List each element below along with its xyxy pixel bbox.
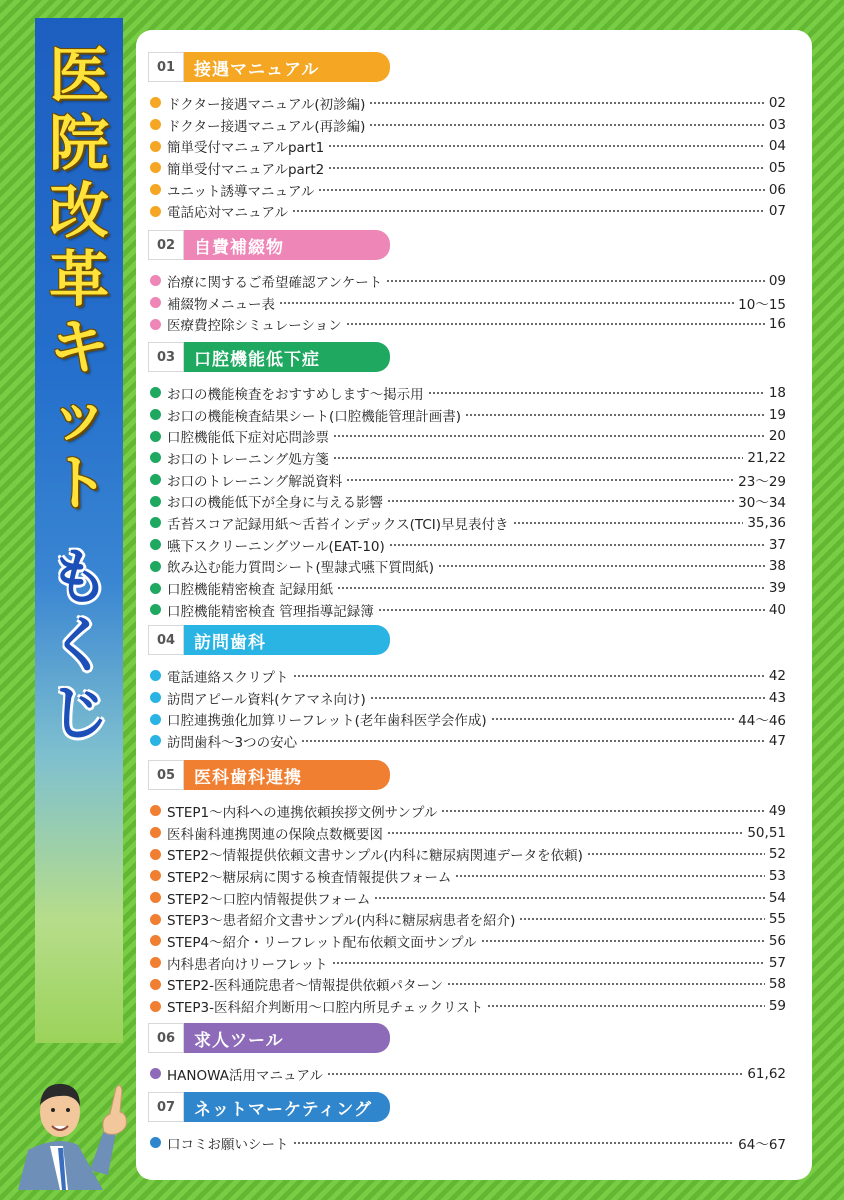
dot-leader xyxy=(301,740,765,742)
mokuji-char: じ xyxy=(49,679,109,749)
dot-leader xyxy=(346,323,765,325)
toc-item-label: STEP3〜患者紹介文書サンプル(内科に糖尿病患者を紹介) xyxy=(167,913,516,930)
section-number: 03 xyxy=(148,342,184,372)
title-char: ト xyxy=(49,449,109,519)
toc-item xyxy=(150,730,786,752)
toc-item xyxy=(150,599,786,621)
section-header xyxy=(148,760,390,790)
toc-item xyxy=(150,865,786,887)
toc-item-page: 43 xyxy=(768,689,786,706)
toc-item-page: 38 xyxy=(768,558,786,575)
toc-section xyxy=(136,52,812,222)
bullet-dot-icon xyxy=(150,957,161,968)
toc-item-page: 58 xyxy=(768,976,786,993)
side-title xyxy=(35,42,123,748)
bullet-dot-icon xyxy=(150,97,161,108)
bullet-dot-icon xyxy=(150,714,161,725)
section-title: 口腔機能低下症 xyxy=(194,349,320,370)
toc-item-label: 補綴物メニュー表 xyxy=(167,296,275,313)
toc-item-page: 02 xyxy=(768,94,786,111)
toc-item-label: 電話応対マニュアル xyxy=(167,205,288,222)
toc-item-page: 04 xyxy=(768,138,786,155)
dot-leader xyxy=(318,189,764,191)
toc-item-page: 44〜46 xyxy=(738,713,786,730)
toc-item-list xyxy=(150,270,786,335)
toc-item xyxy=(150,114,786,136)
toc-item xyxy=(150,490,786,512)
section-number: 06 xyxy=(148,1023,184,1053)
toc-item-label: STEP4〜紹介・リーフレット配布依頼文面サンプル xyxy=(167,934,477,951)
toc-item xyxy=(150,1063,786,1085)
toc-item-page: 52 xyxy=(768,846,786,863)
dot-leader xyxy=(328,145,765,147)
toc-item-label: STEP2〜口腔内情報提供フォーム xyxy=(167,891,371,908)
toc-item xyxy=(150,92,786,114)
toc-item-label: 内科患者向けリーフレット xyxy=(167,956,328,973)
toc-item xyxy=(150,974,786,996)
dot-leader xyxy=(327,1073,743,1075)
section-title: 接遇マニュアル xyxy=(194,59,320,80)
dot-leader xyxy=(519,918,764,920)
section-number: 04 xyxy=(148,625,184,655)
bullet-dot-icon xyxy=(150,1068,161,1079)
toc-item-label: 口腔機能精密検査 管理指導記録簿 xyxy=(167,603,374,620)
toc-item xyxy=(150,687,786,709)
dot-leader xyxy=(369,124,764,126)
toc-item xyxy=(150,135,786,157)
toc-item-page: 61,62 xyxy=(747,1065,786,1082)
bullet-dot-icon xyxy=(150,119,161,130)
dot-leader xyxy=(587,853,765,855)
bullet-dot-icon xyxy=(150,206,161,217)
toc-item-label: お口の機能低下が全身に与える影響 xyxy=(167,495,383,512)
dot-leader xyxy=(374,897,764,899)
bullet-dot-icon xyxy=(150,805,161,816)
mokuji-char: も xyxy=(49,543,109,613)
section-header xyxy=(148,1092,390,1122)
bullet-dot-icon xyxy=(150,979,161,990)
toc-item-page: 35,36 xyxy=(747,514,786,531)
toc-item xyxy=(150,822,786,844)
dot-leader xyxy=(328,167,765,169)
toc-item-page: 05 xyxy=(768,159,786,176)
bullet-dot-icon xyxy=(150,735,161,746)
toc-item-page: 59 xyxy=(768,998,786,1015)
toc-item-list xyxy=(150,1063,786,1085)
bullet-dot-icon xyxy=(150,387,161,398)
bullet-dot-icon xyxy=(150,496,161,507)
toc-item-label: ドクター接遇マニュアル(再診編) xyxy=(167,118,366,135)
toc-item-label: 口腔機能精密検査 記録用紙 xyxy=(167,582,334,599)
toc-item-page: 30〜34 xyxy=(738,495,786,512)
bullet-dot-icon xyxy=(150,297,161,308)
section-title: 医科歯科連携 xyxy=(194,767,302,788)
toc-item-page: 23〜29 xyxy=(738,473,786,490)
toc-item xyxy=(150,425,786,447)
toc-item-label: ユニット誘導マニュアル xyxy=(167,183,315,200)
toc-item-page: 55 xyxy=(768,911,786,928)
toc-item xyxy=(150,179,786,201)
toc-item-label: STEP2〜糖尿病に関する検査情報提供フォーム xyxy=(167,869,452,886)
dot-leader xyxy=(487,1005,765,1007)
dot-leader xyxy=(387,500,734,502)
bullet-dot-icon xyxy=(150,452,161,463)
bullet-dot-icon xyxy=(150,1001,161,1012)
toc-item-page: 47 xyxy=(768,732,786,749)
title-char: 院 xyxy=(49,109,109,179)
toc-item xyxy=(150,995,786,1017)
bullet-dot-icon xyxy=(150,539,161,550)
toc-item-label: 訪問アピール資料(ケアマネ向け) xyxy=(167,691,366,708)
toc-item-page: 39 xyxy=(768,580,786,597)
section-header xyxy=(148,230,390,260)
bullet-dot-icon xyxy=(150,275,161,286)
toc-item xyxy=(150,292,786,314)
dot-leader xyxy=(447,983,765,985)
toc-section xyxy=(136,230,812,335)
toc-item xyxy=(150,1132,786,1154)
toc-item-page: 53 xyxy=(768,867,786,884)
bullet-dot-icon xyxy=(150,935,161,946)
dot-leader xyxy=(293,1142,735,1144)
bullet-dot-icon xyxy=(150,474,161,485)
bullet-dot-icon xyxy=(150,870,161,881)
toc-item-page: 19 xyxy=(768,406,786,423)
toc-section xyxy=(136,1092,812,1154)
toc-item xyxy=(150,887,786,909)
dot-leader xyxy=(333,435,765,437)
section-number: 07 xyxy=(148,1092,184,1122)
section-header xyxy=(148,625,390,655)
toc-item xyxy=(150,447,786,469)
bullet-dot-icon xyxy=(150,162,161,173)
toc-item-page: 54 xyxy=(768,889,786,906)
bullet-dot-icon xyxy=(150,184,161,195)
toc-item-label: お口のトレーニング解説資料 xyxy=(167,473,343,490)
dot-leader xyxy=(513,522,744,524)
toc-item xyxy=(150,404,786,426)
dot-leader xyxy=(389,544,765,546)
title-char: キ xyxy=(49,313,109,383)
toc-item-list xyxy=(150,382,786,621)
toc-item xyxy=(150,534,786,556)
dot-leader xyxy=(292,210,765,212)
bullet-dot-icon xyxy=(150,892,161,903)
toc-item-label: 口腔機能低下症対応問診票 xyxy=(167,430,329,447)
section-title: ネットマーケティング xyxy=(194,1099,372,1120)
toc-item-page: 03 xyxy=(768,116,786,133)
toc-item-page: 37 xyxy=(768,536,786,553)
toc-item-list xyxy=(150,800,786,1017)
dot-leader xyxy=(438,565,765,567)
toc-item xyxy=(150,556,786,578)
toc-item-label: STEP1〜内科への連携依頼挨拶文例サンプル xyxy=(167,804,438,821)
toc-item-label: 舌苔スコア記録用紙〜舌苔インデックス(TCI)早見表付き xyxy=(167,516,509,533)
dot-leader xyxy=(293,675,765,677)
toc-item xyxy=(150,577,786,599)
title-char: 革 xyxy=(49,245,109,315)
title-char: 医 xyxy=(49,41,109,111)
dot-leader xyxy=(428,392,765,394)
toc-item xyxy=(150,157,786,179)
section-number: 02 xyxy=(148,230,184,260)
toc-item-label: お口のトレーニング処方箋 xyxy=(167,451,329,468)
bullet-dot-icon xyxy=(150,914,161,925)
toc-item-label: 医療費控除シミュレーション xyxy=(167,318,342,335)
dot-leader xyxy=(370,697,765,699)
dot-leader xyxy=(465,414,765,416)
bullet-dot-icon xyxy=(150,561,161,572)
dot-leader xyxy=(332,962,765,964)
toc-item-label: HANOWA活用マニュアル xyxy=(167,1067,323,1084)
toc-item xyxy=(150,270,786,292)
section-number: 05 xyxy=(148,760,184,790)
toc-panel xyxy=(136,30,812,1180)
bullet-dot-icon xyxy=(150,319,161,330)
dot-leader xyxy=(337,587,765,589)
toc-item-list xyxy=(150,665,786,752)
bullet-dot-icon xyxy=(150,583,161,594)
dot-leader xyxy=(369,102,764,104)
dot-leader xyxy=(455,875,764,877)
section-header xyxy=(148,1023,390,1053)
bullet-dot-icon xyxy=(150,849,161,860)
toc-item-page: 18 xyxy=(768,384,786,401)
toc-item-page: 06 xyxy=(768,181,786,198)
toc-item-label: お口の機能検査結果シート(口腔機能管理計画書) xyxy=(167,408,462,425)
toc-item-page: 64〜67 xyxy=(738,1136,786,1153)
toc-item-label: 簡単受付マニュアルpart1 xyxy=(167,140,325,157)
toc-item-label: STEP2〜情報提供依頼文書サンプル(内科に糖尿病関連データを依頼) xyxy=(167,848,583,865)
toc-item xyxy=(150,952,786,974)
toc-item-label: 飲み込む能力質問シート(聖隷式嚥下質問紙) xyxy=(167,560,435,577)
toc-item-label: STEP3-医科紹介判断用〜口腔内所見チェックリスト xyxy=(167,1000,484,1017)
toc-item-page: 49 xyxy=(768,802,786,819)
section-title: 訪問歯科 xyxy=(194,632,266,653)
section-header xyxy=(148,342,390,372)
toc-item xyxy=(150,908,786,930)
bullet-dot-icon xyxy=(150,141,161,152)
mokuji-char: く xyxy=(49,611,109,681)
bullet-dot-icon xyxy=(150,1137,161,1148)
toc-item xyxy=(150,512,786,534)
dot-leader xyxy=(279,302,734,304)
pointing-man-illustration xyxy=(8,1050,148,1190)
section-title: 自費補綴物 xyxy=(194,237,284,258)
toc-item-label: 医科歯科連携関連の保険点数概要図 xyxy=(167,826,383,843)
toc-item xyxy=(150,843,786,865)
dot-leader xyxy=(481,940,765,942)
title-char: ッ xyxy=(49,381,109,451)
toc-section xyxy=(136,1023,812,1085)
toc-item xyxy=(150,469,786,491)
dot-leader xyxy=(491,718,734,720)
dot-leader xyxy=(378,609,765,611)
toc-item-page: 10〜15 xyxy=(738,296,786,313)
toc-section xyxy=(136,342,812,621)
toc-item-page: 57 xyxy=(768,954,786,971)
toc-item-page: 42 xyxy=(768,667,786,684)
toc-item-label: 簡単受付マニュアルpart2 xyxy=(167,161,325,178)
toc-item-label: 口腔連携強化加算リーフレット(老年歯科医学会作成) xyxy=(167,713,487,730)
toc-item-label: 電話連絡スクリプト xyxy=(167,669,289,686)
dot-leader xyxy=(387,832,743,834)
dot-leader xyxy=(333,457,744,459)
toc-section xyxy=(136,625,812,752)
toc-item xyxy=(150,200,786,222)
toc-item-page: 21,22 xyxy=(747,449,786,466)
bullet-dot-icon xyxy=(150,670,161,681)
toc-item-page: 07 xyxy=(768,203,786,220)
dot-leader xyxy=(346,479,734,481)
toc-item-page: 50,51 xyxy=(747,824,786,841)
section-title: 求人ツール xyxy=(194,1030,284,1051)
toc-item-label: 口コミお願いシート xyxy=(167,1136,289,1153)
toc-item-page: 16 xyxy=(768,316,786,333)
bullet-dot-icon xyxy=(150,604,161,615)
title-char: 改 xyxy=(49,177,109,247)
toc-item-page: 56 xyxy=(768,932,786,949)
toc-item-page: 40 xyxy=(768,601,786,618)
bullet-dot-icon xyxy=(150,431,161,442)
toc-item-label: お口の機能検査をおすすめします〜掲示用 xyxy=(167,386,424,403)
toc-item xyxy=(150,313,786,335)
toc-item-label: 嚥下スクリーニングツール(EAT-10) xyxy=(167,538,385,555)
toc-item-list xyxy=(150,92,786,222)
toc-item-page: 09 xyxy=(768,272,786,289)
section-number: 01 xyxy=(148,52,184,82)
bullet-dot-icon xyxy=(150,827,161,838)
bullet-dot-icon xyxy=(150,692,161,703)
toc-item-label: STEP2-医科通院患者〜情報提供依頼パターン xyxy=(167,978,444,995)
dot-leader xyxy=(386,280,765,282)
toc-item-label: 訪問歯科〜3つの安心 xyxy=(167,734,298,751)
toc-item-list xyxy=(150,1132,786,1154)
toc-item xyxy=(150,665,786,687)
toc-item xyxy=(150,382,786,404)
toc-item-page: 20 xyxy=(768,428,786,445)
toc-item-label: 治療に関するご希望確認アンケート xyxy=(167,274,383,291)
bullet-dot-icon xyxy=(150,409,161,420)
toc-item xyxy=(150,708,786,730)
toc-item-label: ドクター接遇マニュアル(初診編) xyxy=(167,96,366,113)
dot-leader xyxy=(441,810,764,812)
section-header xyxy=(148,52,390,82)
toc-section xyxy=(136,760,812,1017)
toc-item xyxy=(150,800,786,822)
toc-item xyxy=(150,930,786,952)
bullet-dot-icon xyxy=(150,517,161,528)
